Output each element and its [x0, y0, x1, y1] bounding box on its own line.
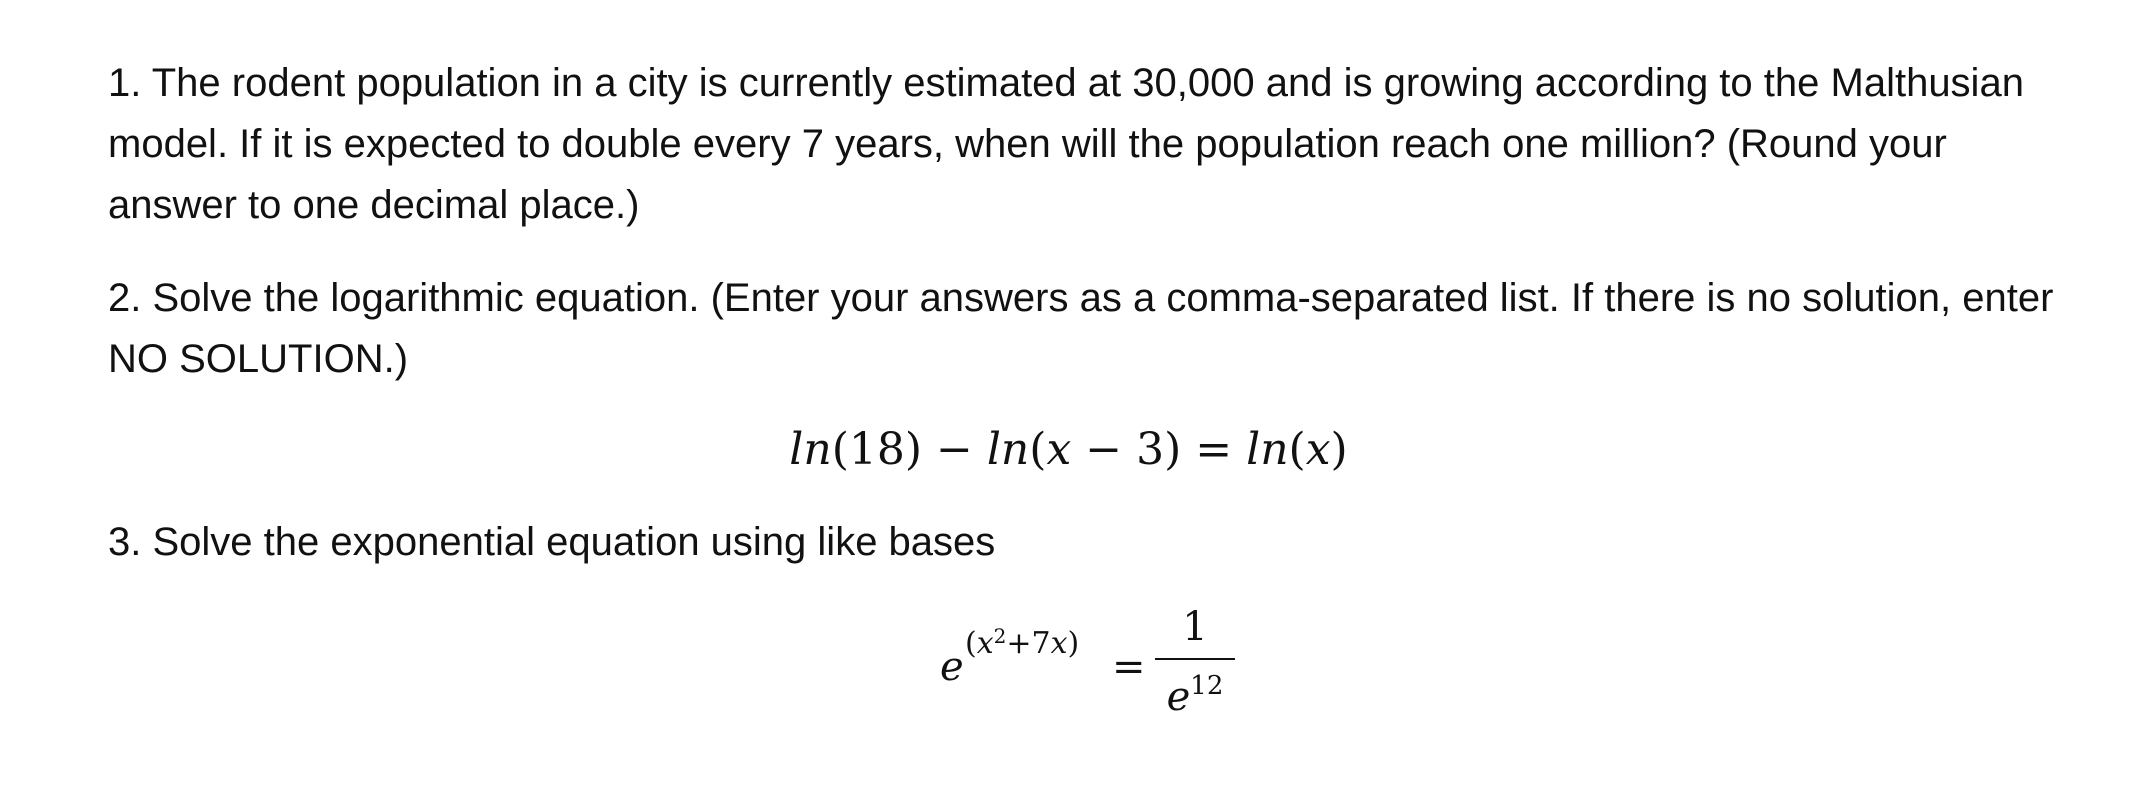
- eq1-part-6: − 3) =: [1071, 424, 1247, 475]
- eq2-den-base: e: [1166, 674, 1191, 720]
- eq2-den-pow: 12: [1190, 671, 1224, 701]
- eq2-exp-pow: 2: [993, 624, 1007, 648]
- eq1-var-x-1: x: [1046, 424, 1072, 475]
- eq1-part-10: ): [1330, 424, 1348, 475]
- eq1-ln-1: ln: [789, 424, 832, 475]
- eq2-exp-close: ): [1067, 626, 1080, 661]
- eq2-exp-x1: x: [976, 626, 994, 661]
- eq2-exponent: [965, 624, 1079, 661]
- question-1-text: 1. The rodent population in a city is currently estimated at 30,000 and is growing according to the Malthusian model. If it is expected to double every 7 years, when will the population reach one million? (Round your answer to one decimal place.): [108, 61, 2024, 227]
- eq1-part-2: (18) −: [831, 424, 987, 475]
- eq2-fraction: [1155, 602, 1235, 719]
- eq1-part-8: (: [1288, 424, 1306, 475]
- eq2-fraction-bar: [1155, 658, 1235, 660]
- eq2-equals: =: [1112, 644, 1146, 690]
- eq1-var-x-2: x: [1305, 424, 1331, 475]
- question-3-text: 3. Solve the exponential equation using like bases: [108, 520, 996, 564]
- exponential-equation: [940, 602, 1240, 722]
- eq1-ln-3: ln: [1246, 424, 1289, 475]
- question-2-text: 2. Solve the logarithmic equation. (Enter your answers as a comma-separated list. If there is no solution, enter NO SOLUTION.): [108, 276, 2054, 381]
- logarithmic-equation: [0, 420, 2137, 480]
- eq1-part-4: (: [1029, 424, 1047, 475]
- eq2-base: e: [940, 644, 964, 690]
- eq1-ln-2: ln: [986, 424, 1030, 475]
- eq2-exp-plus: +7: [1006, 626, 1051, 661]
- eq2-exp-x2: x: [1050, 626, 1068, 661]
- eq2-exp-open: (: [965, 626, 977, 661]
- eq2-denominator: [1155, 664, 1235, 719]
- eq2-numerator: 1: [1182, 604, 1208, 650]
